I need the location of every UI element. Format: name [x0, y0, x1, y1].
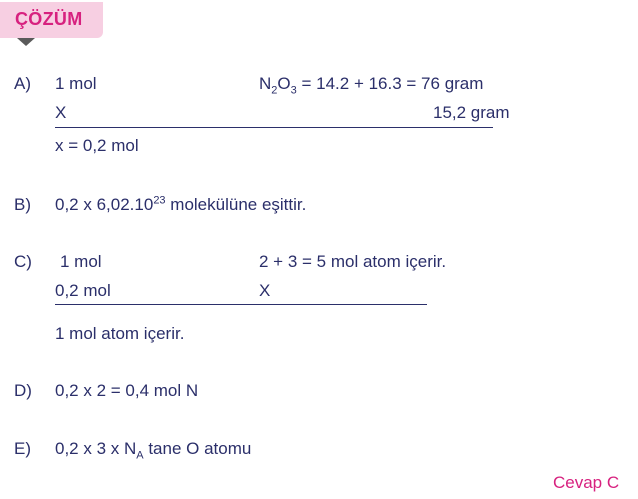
option-a-formula: $N_2O_3 = 14.2 + 16.3 = 76$ gram [259, 74, 484, 97]
option-c-left-top: 1 mol [60, 252, 102, 271]
option-c-left-mid: 0,2 mol [55, 281, 111, 300]
option-c-right-mid: X [259, 281, 271, 300]
option-a-result: x = 0,2 mol [55, 136, 139, 155]
option-a-left-top: 1 mol [55, 74, 97, 93]
option-e-text: 0,2 x 3 x $N_A$ tane O atomu [55, 439, 252, 462]
option-c-letter: C) [14, 252, 32, 271]
option-a-letter: A) [14, 74, 31, 93]
option-d-text: 0,2 x 2 = 0,4 mol N [55, 381, 199, 400]
option-e-letter: E) [14, 439, 31, 458]
option-b-text: 0,2 x 6,02.10$^{23}$ molekülüne eşittir. [55, 194, 307, 214]
solution-badge [0, 2, 103, 38]
option-b-letter: B) [14, 195, 31, 214]
option-c-fraction-line [55, 304, 427, 305]
option-d-letter: D) [14, 381, 32, 400]
option-a-fraction-line [55, 127, 493, 128]
option-a-left-mid: X [55, 103, 67, 122]
option-c-result: 1 mol atom içerir. [55, 324, 185, 343]
badge-arrow-icon [17, 38, 35, 46]
option-a-right-mid: 15,2 gram [433, 103, 510, 122]
solution-badge-label: ÇÖZÜM [15, 9, 83, 29]
option-c-right-top: 2 + 3 = 5 mol atom içerir. [259, 252, 447, 271]
answer-label: Cevap C [553, 473, 620, 492]
